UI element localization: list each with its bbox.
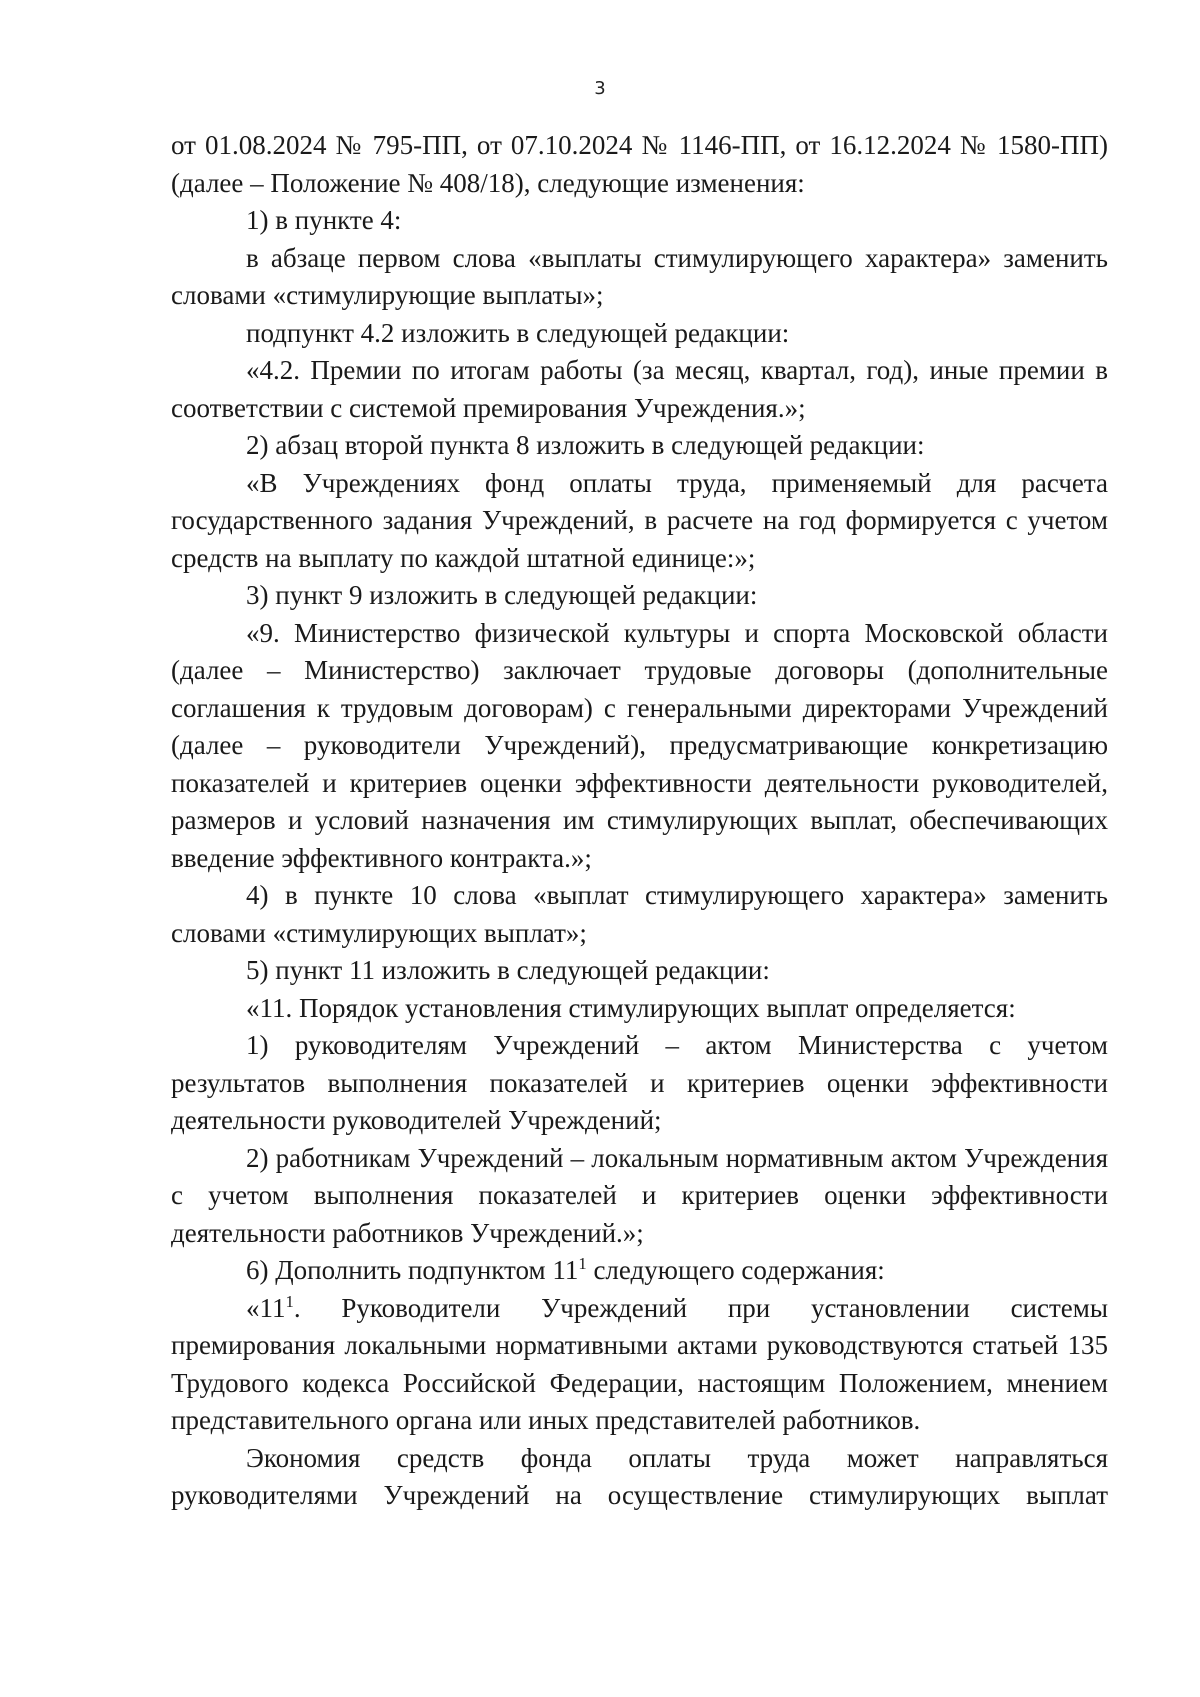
superscript: 1 [578,1254,587,1273]
paragraph-item-1: 1) в пункте 4: [246,205,402,235]
paragraph-item-6-text: 6) Дополнить подпунктом 11 [246,1255,579,1285]
paragraph-item-5-sub-1: 1) руководителям Учреждений – актом Министерства с учетом результатов выполнения показателей и критериев оценки эффективности деятельности руководителей Учреждений; [171,1030,1108,1135]
paragraph-item-6-text-end: следующего содержания: [586,1255,885,1285]
paragraph-item-4: 4) в пункте 10 слова «выплат стимулирующего характера» заменить словами «стимулирующих выплат»; [171,880,1108,948]
paragraph-item-1-quote: «4.2. Премии по итогам работы (за месяц, квартал, год), иные премии в соответствии с системой премирования Учреждения.»; [171,355,1108,423]
paragraph-item-6-quote [171,1290,1108,1440]
document-body [171,127,1108,1515]
page-number: 3 [594,78,606,99]
superscript: 1 [285,1291,294,1311]
paragraph-item-1-subpoint: подпункт 4.2 изложить в следующей редакции: [246,317,790,348]
paragraph-item-6-quote-text: . Руководители Учреждений при установлении системы премирования локальными нормативными актами руководствуются статьей 135 Трудового кодекса Российской Федерации, настоящим Положением, мнением представительного органа или иных представителей работников. [171,1292,1108,1435]
paragraph-item-5: 5) пункт 11 изложить в следующей редакции: [246,955,770,985]
paragraph-economy: Экономия средств фонда оплаты труда может направляться руководителями Учреждений на осуществление стимулирующих выплат [171,1442,1108,1510]
paragraph-item-2: 2) абзац второй пункта 8 изложить в следующей редакции: [246,430,925,460]
paragraph-item-6-quote-start: «11 [246,1292,286,1323]
paragraph-item-2-quote: «В Учреждениях фонд оплаты труда, применяемый для расчета государственного задания Учреждений, в расчете на год формируется с учетом средств на выплату по каждой штатной единице:»; [171,467,1108,573]
paragraph-intro: от 01.08.2024 № 795-ПП, от 07.10.2024 № 1146-ПП, от 16.12.2024 № 1580-ПП) (далее – Положение № 408/18), следующие изменения: [171,130,1108,198]
paragraph-item-3: 3) пункт 9 изложить в следующей редакции: [246,580,758,610]
paragraph-item-5-sub-2: 2) работникам Учреждений – локальным нормативным актом Учреждения с учетом выполнения показателей и критериев оценки эффективности деятельности работников Учреждений.»; [171,1142,1108,1248]
paragraph-item-3-quote: «9. Министерство физической культуры и спорта Московской области (далее – Министерство) заключает трудовые договоры (дополнительные соглашения к трудовым договорам) с генеральными директорами Учреждений (далее – руководители Учреждений), предусматривающие конкретизацию показателей и критериев оценки эффективности деятельности руководителей, размеров и условий назначения им стимулирующих выплат, обеспечивающих введение эффективного контракта.»; [171,617,1108,873]
paragraph-item-5-quote: «11. Порядок установления стимулирующих выплат определяется: [246,992,1016,1023]
paragraph-item-1-first-abzac: в абзаце первом слова «выплаты стимулирующего характера» заменить словами «стимулирующие выплаты»; [171,242,1108,310]
paragraph-item-6 [171,1252,1108,1290]
